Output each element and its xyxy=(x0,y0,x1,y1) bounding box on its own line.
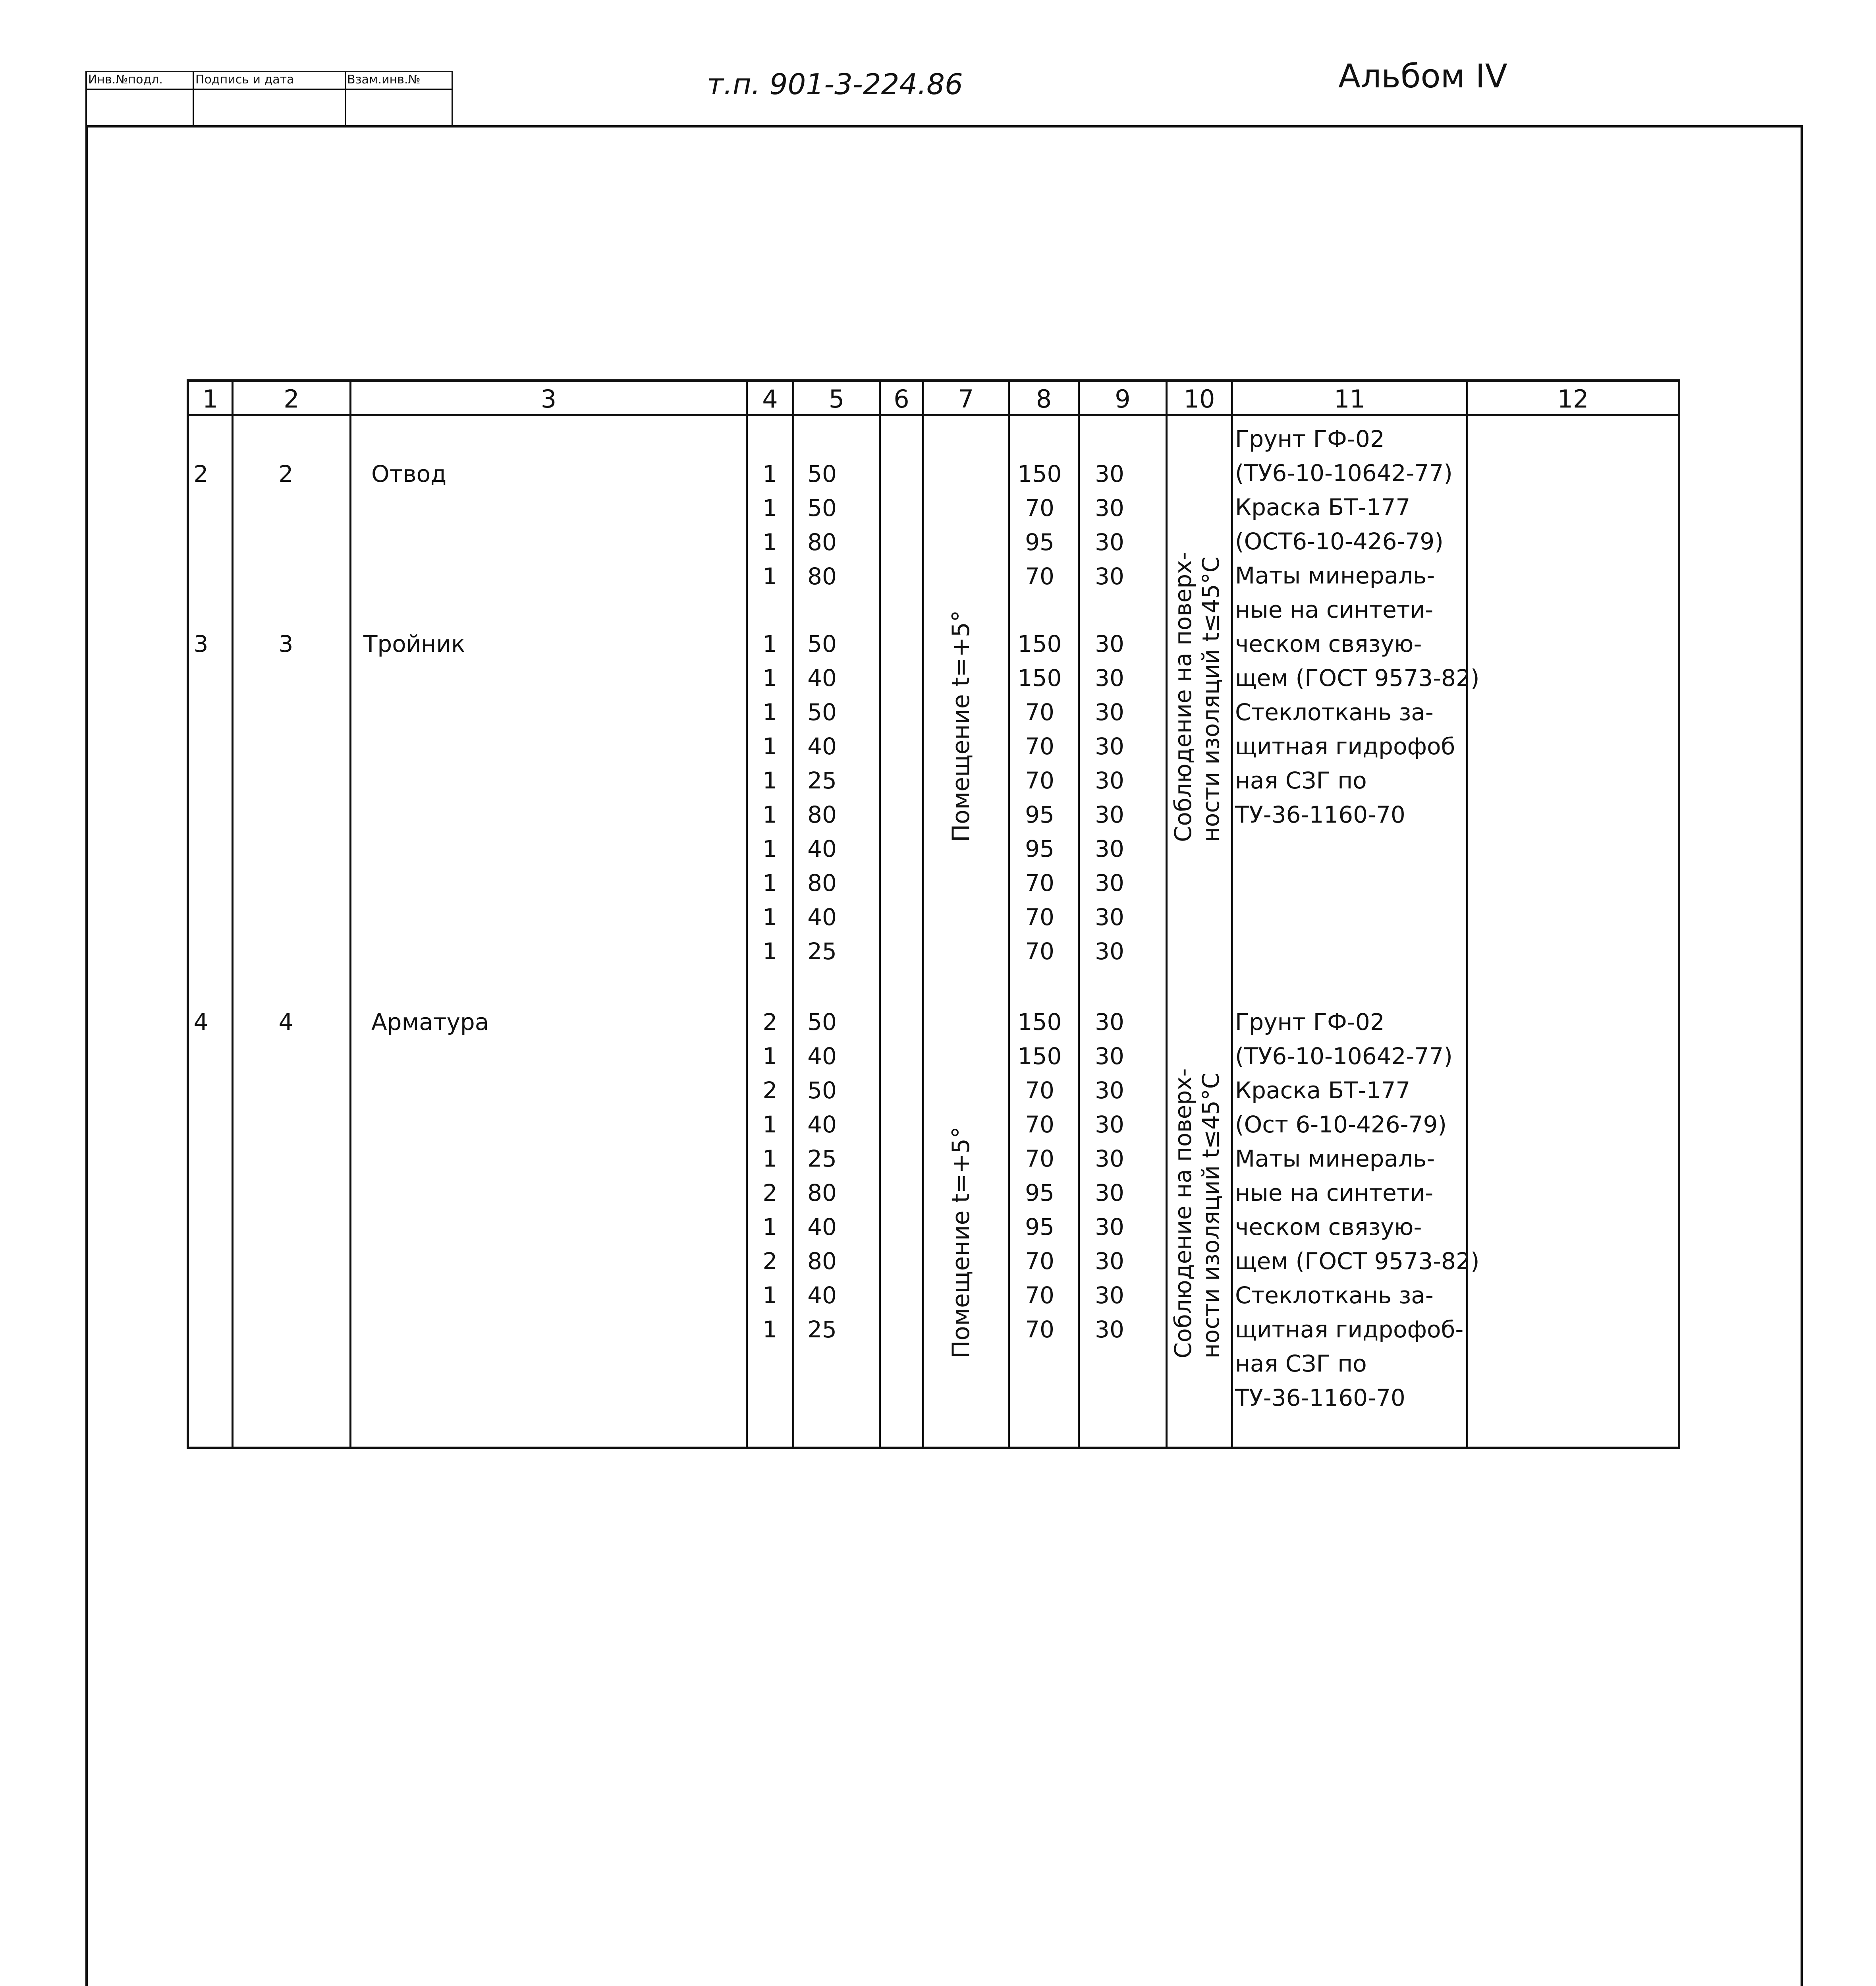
doc-code-header: т.п. 901-3-224.86 xyxy=(707,68,963,101)
note-line: Грунт ГФ-02 xyxy=(1235,1008,1385,1036)
table-cell-col5: 40 xyxy=(807,1043,837,1070)
table-cell-col5: 40 xyxy=(807,835,837,862)
table-cell-col5: 50 xyxy=(807,699,837,726)
table-cell-col5: 25 xyxy=(807,767,837,794)
table-cell-col4: 1 xyxy=(762,801,778,828)
compliance-label: ности изоляций t≤45°С xyxy=(1197,1072,1224,1358)
table-cell-col4: 1 xyxy=(762,1316,778,1343)
table-cell-col9: 30 xyxy=(1095,1248,1124,1275)
table-cell-col9: 30 xyxy=(1095,869,1124,896)
table-cell-col8: 70 xyxy=(1025,733,1054,760)
table-cell-col8: 95 xyxy=(1025,835,1054,862)
table-cell-col4: 1 xyxy=(762,699,778,726)
table-cell-col8: 70 xyxy=(1025,495,1054,522)
group-code: 3 xyxy=(278,630,293,657)
table-cell-col5: 80 xyxy=(807,1179,837,1206)
table-cell-col4: 2 xyxy=(762,1179,778,1206)
table-cell-col4: 1 xyxy=(762,495,778,522)
table-cell-col4: 1 xyxy=(762,1145,778,1172)
note-line: ческом связую- xyxy=(1235,1213,1422,1240)
table-cell-col8: 70 xyxy=(1025,1316,1054,1343)
table-cell-col4: 1 xyxy=(762,563,778,590)
table-cell-col4: 1 xyxy=(762,1213,778,1240)
table-cell-col4: 1 xyxy=(762,1282,778,1309)
note-line: щем (ГОСТ 9573-82) xyxy=(1235,1248,1480,1275)
note-line: ные на синтети- xyxy=(1235,1179,1434,1206)
table-cell-col9: 30 xyxy=(1095,460,1124,487)
col-header-3: 3 xyxy=(540,384,557,413)
note-line: щитная гидрофоб xyxy=(1235,733,1455,760)
group-name: Тройник xyxy=(363,630,465,657)
table-cell-col9: 30 xyxy=(1095,630,1124,657)
note-line: Краска БТ-177 xyxy=(1235,494,1411,521)
table-cell-col9: 30 xyxy=(1095,938,1124,965)
table-cell-col5: 25 xyxy=(807,938,837,965)
group-pos: 2 xyxy=(193,460,208,487)
table-cell-col5: 80 xyxy=(807,563,837,590)
table-cell-col8: 150 xyxy=(1017,665,1062,692)
table-cell-col9: 30 xyxy=(1095,495,1124,522)
table-cell-col8: 70 xyxy=(1025,767,1054,794)
col-header-10: 10 xyxy=(1183,384,1215,413)
table-cell-col5: 80 xyxy=(807,1248,837,1275)
table-cell-col9: 30 xyxy=(1095,563,1124,590)
compliance-label: Соблюдение на поверх- xyxy=(1170,552,1197,842)
table-cell-col5: 50 xyxy=(807,1077,837,1104)
table-cell-col9: 30 xyxy=(1095,1213,1124,1240)
table-cell-col9: 30 xyxy=(1095,904,1124,931)
note-line: ная СЗГ по xyxy=(1235,1350,1367,1377)
table-cell-col4: 1 xyxy=(762,460,778,487)
room-label: Помещение t=+5° xyxy=(947,1126,975,1358)
table-cell-col9: 30 xyxy=(1095,1077,1124,1104)
table-cell-col5: 80 xyxy=(807,801,837,828)
table-cell-col8: 70 xyxy=(1025,869,1054,896)
table-cell-col4: 1 xyxy=(762,938,778,965)
col-header-9: 9 xyxy=(1115,384,1131,413)
strip-label-inv: Инв.№подл. xyxy=(88,73,163,87)
frame-left xyxy=(85,125,88,1986)
col-header-8: 8 xyxy=(1036,384,1052,413)
strip-label-sign: Подпись и дата xyxy=(195,73,294,87)
note-line: ТУ-36-1160-70 xyxy=(1235,1384,1405,1411)
note-line: (Ост 6-10-426-79) xyxy=(1235,1111,1447,1138)
table-cell-col8: 70 xyxy=(1025,1248,1054,1275)
table-cell-col9: 30 xyxy=(1095,1145,1124,1172)
strip-label-replace: Взам.инв.№ xyxy=(347,73,421,87)
frame-top xyxy=(85,125,1803,128)
table-cell-col5: 50 xyxy=(807,495,837,522)
table-cell-col8: 150 xyxy=(1017,1008,1062,1036)
table-cell-col5: 50 xyxy=(807,460,837,487)
table-cell-col8: 70 xyxy=(1025,1145,1054,1172)
note-line: Стеклоткань за- xyxy=(1235,1282,1434,1309)
note-line: ТУ-36-1160-70 xyxy=(1235,801,1405,828)
table-cell-col4: 1 xyxy=(762,630,778,657)
table-cell-col5: 40 xyxy=(807,1111,837,1138)
table-cell-col4: 2 xyxy=(762,1077,778,1104)
table-cell-col8: 70 xyxy=(1025,1077,1054,1104)
group-name: Отвод xyxy=(371,460,447,487)
table-cell-col8: 70 xyxy=(1025,904,1054,931)
group-code: 2 xyxy=(278,460,293,487)
table-cell-col5: 80 xyxy=(807,869,837,896)
table-cell-col8: 70 xyxy=(1025,699,1054,726)
note-line: Стеклоткань за- xyxy=(1235,699,1434,726)
frame-right xyxy=(1801,125,1803,1986)
table-cell-col9: 30 xyxy=(1095,1316,1124,1343)
table-cell-col9: 30 xyxy=(1095,835,1124,862)
table-cell-col9: 30 xyxy=(1095,1043,1124,1070)
table-cell-col5: 40 xyxy=(807,904,837,931)
note-line: Краска БТ-177 xyxy=(1235,1077,1411,1104)
table-cell-col5: 80 xyxy=(807,529,837,556)
table-cell-col4: 1 xyxy=(762,904,778,931)
col-header-2: 2 xyxy=(284,384,299,413)
table-cell-col4: 1 xyxy=(762,1043,778,1070)
table-cell-col4: 2 xyxy=(762,1008,778,1036)
table-cell-col8: 70 xyxy=(1025,1282,1054,1309)
table-cell-col8: 95 xyxy=(1025,1213,1054,1240)
table-cell-col9: 30 xyxy=(1095,665,1124,692)
col-header-6: 6 xyxy=(894,384,909,413)
table-cell-col8: 95 xyxy=(1025,529,1054,556)
album-label: Альбом IV xyxy=(1338,58,1507,95)
room-label: Помещение t=+5° xyxy=(947,610,975,842)
table-cell-col5: 40 xyxy=(807,1213,837,1240)
table-cell-col9: 30 xyxy=(1095,1008,1124,1036)
col-header-7: 7 xyxy=(958,384,974,413)
table-cell-col4: 1 xyxy=(762,665,778,692)
group-pos: 4 xyxy=(193,1008,208,1036)
compliance-label: ности изоляций t≤45°С xyxy=(1197,556,1224,842)
table-cell-col5: 50 xyxy=(807,1008,837,1036)
col-header-1: 1 xyxy=(202,384,218,413)
note-line: Маты минераль- xyxy=(1235,1145,1435,1172)
table-cell-col9: 30 xyxy=(1095,699,1124,726)
table-cell-col4: 1 xyxy=(762,529,778,556)
note-line: щитная гидрофоб- xyxy=(1235,1316,1464,1343)
table-cell-col9: 30 xyxy=(1095,801,1124,828)
table-cell-col4: 1 xyxy=(762,869,778,896)
table-cell-col8: 70 xyxy=(1025,563,1054,590)
table-cell-col8: 95 xyxy=(1025,1179,1054,1206)
table-cell-col5: 50 xyxy=(807,630,837,657)
table-cell-col5: 40 xyxy=(807,1282,837,1309)
table-cell-col4: 1 xyxy=(762,1111,778,1138)
group-name: Арматура xyxy=(371,1008,489,1036)
table-cell-col4: 1 xyxy=(762,733,778,760)
table-cell-col8: 150 xyxy=(1017,460,1062,487)
table-cell-col4: 2 xyxy=(762,1248,778,1275)
table-cell-col8: 70 xyxy=(1025,1111,1054,1138)
note-line: (ТУ6-10-10642-77) xyxy=(1235,460,1453,487)
note-line: Грунт ГФ-02 xyxy=(1235,425,1385,452)
table-cell-col9: 30 xyxy=(1095,767,1124,794)
note-line: (ТУ6-10-10642-77) xyxy=(1235,1043,1453,1070)
group-code: 4 xyxy=(278,1008,293,1036)
note-line: ческом связую- xyxy=(1235,630,1422,657)
col-header-12: 12 xyxy=(1557,384,1589,413)
table-cell-col4: 1 xyxy=(762,835,778,862)
table-cell-col9: 30 xyxy=(1095,733,1124,760)
note-line: (ОСТ6-10-426-79) xyxy=(1235,528,1444,555)
note-line: Маты минераль- xyxy=(1235,562,1435,589)
table-cell-col5: 40 xyxy=(807,665,837,692)
note-line: ные на синтети- xyxy=(1235,596,1434,623)
col-header-4: 4 xyxy=(762,384,778,413)
table-cell-col9: 30 xyxy=(1095,529,1124,556)
table-cell-col5: 25 xyxy=(807,1145,837,1172)
table-cell-col9: 30 xyxy=(1095,1282,1124,1309)
table-cell-col8: 150 xyxy=(1017,1043,1062,1070)
note-line: ная СЗГ по xyxy=(1235,767,1367,794)
group-pos: 3 xyxy=(193,630,208,657)
compliance-label: Соблюдение на поверх- xyxy=(1170,1068,1197,1358)
note-line: щем (ГОСТ 9573-82) xyxy=(1235,665,1480,692)
table-cell-col5: 40 xyxy=(807,733,837,760)
col-header-5: 5 xyxy=(828,384,845,413)
table-cell-col8: 150 xyxy=(1017,630,1062,657)
table-cell-col4: 1 xyxy=(762,767,778,794)
table-cell-col8: 95 xyxy=(1025,801,1054,828)
col-header-11: 11 xyxy=(1334,384,1365,413)
table-cell-col5: 25 xyxy=(807,1316,837,1343)
table-cell-col9: 30 xyxy=(1095,1111,1124,1138)
table-cell-col8: 70 xyxy=(1025,938,1054,965)
table-cell-col9: 30 xyxy=(1095,1179,1124,1206)
